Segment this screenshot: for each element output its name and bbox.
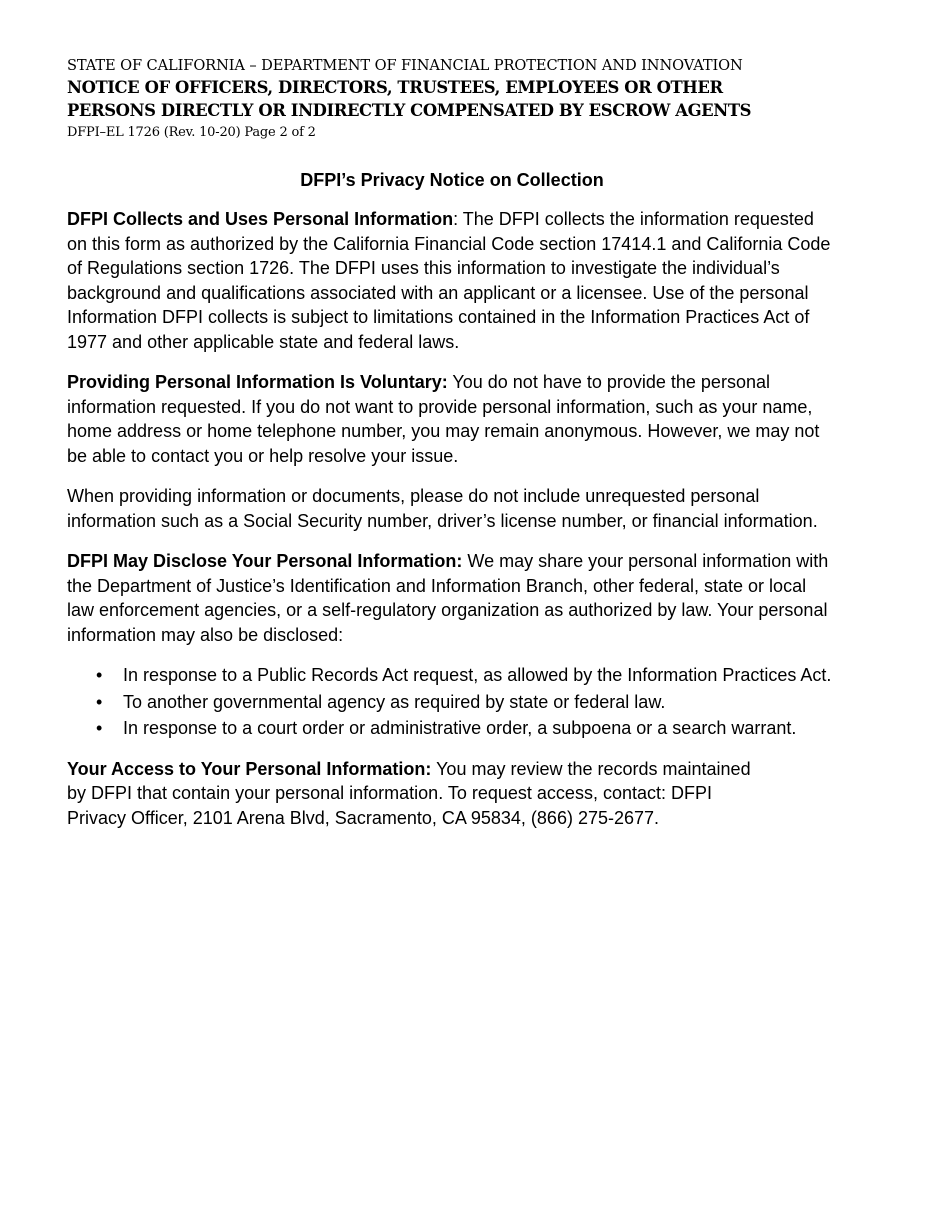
unrequested-paragraph: When providing information or documents, please do not include unrequested personal information such as a Social Security number, driver’s license number, or financial information. [67,486,818,531]
bullet-icon: • [96,718,103,738]
form-id: DFPI–EL 1726 (Rev. 10-20) Page 2 of 2 [67,125,316,140]
access-line-2: by DFPI that contain your personal information. To request access, contact: DFPI [67,783,712,803]
disclose-text: We may share your personal information with the Department of Justice’s Identification and Information Branch, other federal, state or local law enforcement agencies, or a self-regulatory organization as authorized by law. Your personal information may also be disclosed: [67,551,829,645]
bullet-icon: • [96,665,103,685]
list-item: • In response to a court order or administrative order, a subpoena or a search warrant. [67,716,837,741]
voluntary-text: You do not have to provide the personal information requested. If you do not want to provide personal information, such as your name, home address or home telephone number, you may remain anonymous. However, we may not be able to contact you or help resolve your issue. [67,372,820,466]
voluntary-paragraph [67,370,837,468]
list-item: • In response to a Public Records Act request, as allowed by the Information Practices Act. [67,663,837,688]
access-line-3: Privacy Officer, 2101 Arena Blvd, Sacramento, CA 95834, (866) 275-2677. [67,807,660,828]
access-paragraph [67,757,837,831]
agency-name: STATE OF CALIFORNIA – DEPARTMENT OF FINANCIAL PROTECTION AND INNOVATION [67,57,743,74]
access-line-1: Your Access to Your Personal Information: You may review the records maintained [67,758,751,779]
bullet-icon: • [96,691,103,712]
notice-title: DFPI’s Privacy Notice on Collection [300,170,604,190]
collects-text: : The DFPI collects the information requested on this form as authorized by the California Financial Code section 17414.1 and California Code of Regulations section 1726. The DFPI uses this information to investigate the individual’s background and qualifications associated with an applicant or a licensee. Use of the personal Information DFPI collects is subject to limitations contained in the Information Practices Act of 1977 and other applicable state and federal laws. [67,209,831,352]
access-lead: Your Access to Your Personal Information: [67,758,432,779]
collects-paragraph [67,207,837,354]
document-page [67,55,837,830]
list-item: • To another governmental agency as required by state or federal law. [67,690,837,715]
disclose-lead: DFPI May Disclose Your Personal Information: [67,551,463,571]
disclose-paragraph [67,549,837,647]
form-title-line-1: NOTICE OF OFFICERS, DIRECTORS, TRUSTEES, EMPLOYEES OR OTHER [67,78,723,97]
form-title-line-2: PERSONS DIRECTLY OR INDIRECTLY COMPENSATED BY ESCROW AGENTS [67,101,752,120]
voluntary-lead: Providing Personal Information Is Voluntary: [67,372,448,392]
disclosure-list [67,663,837,741]
collects-lead: DFPI Collects and Uses Personal Information [67,209,454,229]
form-header [67,55,837,144]
